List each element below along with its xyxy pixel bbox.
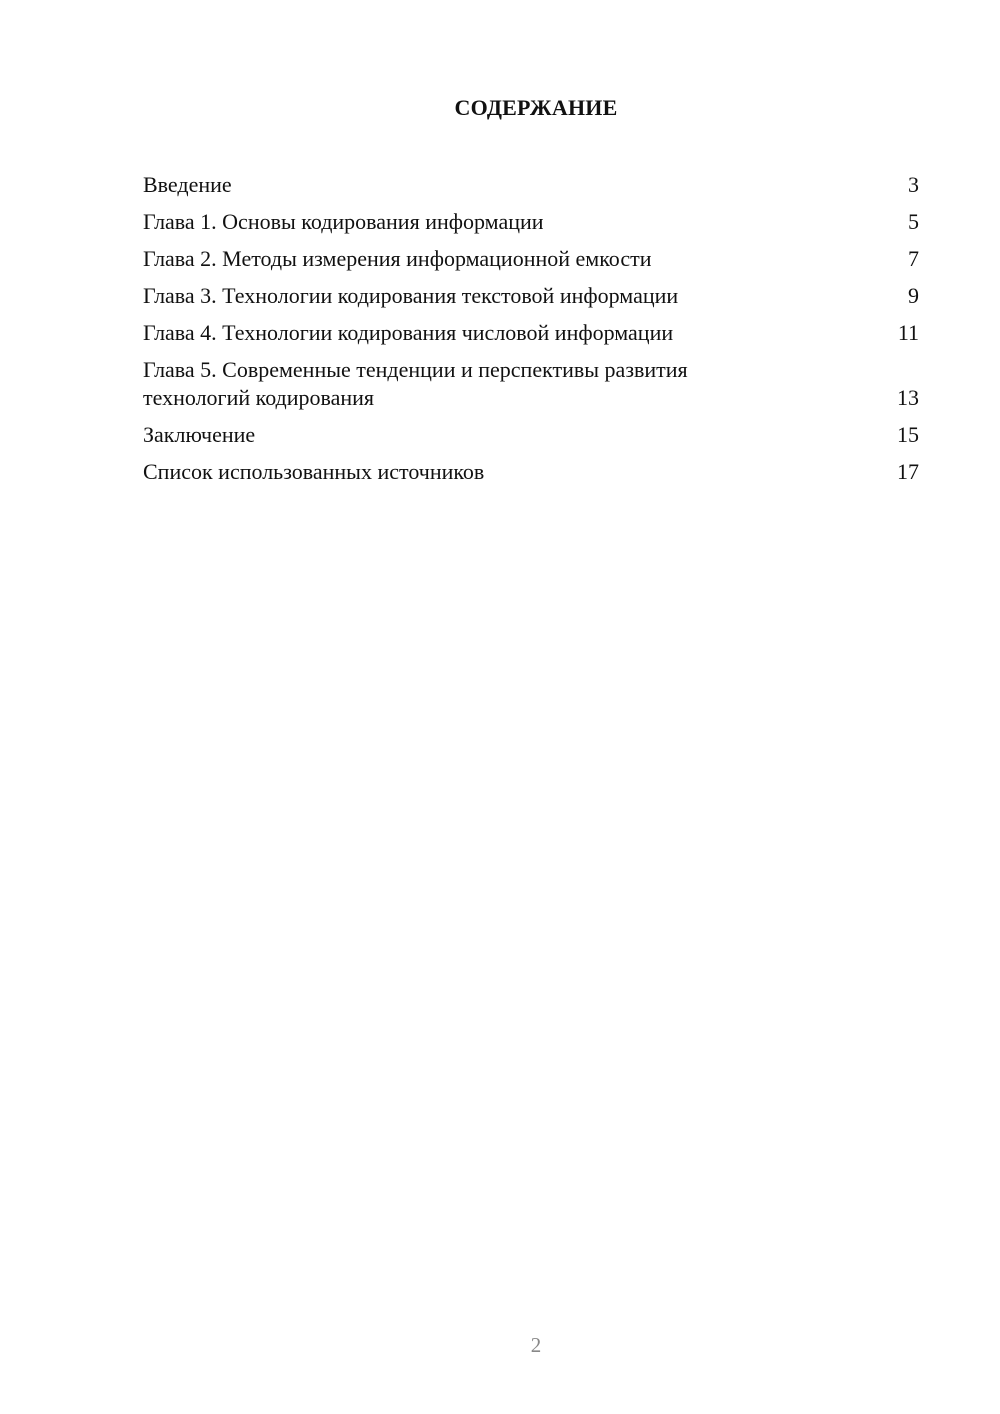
toc-entry-chapter-3[interactable] bbox=[143, 282, 919, 310]
toc-entry-introduction[interactable] bbox=[143, 171, 919, 199]
toc-entry-page: 13 bbox=[897, 385, 919, 410]
toc-entry-page: 3 bbox=[908, 172, 919, 197]
toc-entry-page: 11 bbox=[897, 320, 919, 345]
toc-entry-title: Глава 3. Технологии кодирования текстовой информации bbox=[143, 283, 679, 308]
page-title: СОДЕРЖАНИЕ bbox=[454, 95, 618, 120]
toc-entry-title: Список использованных источников bbox=[143, 459, 485, 484]
toc-entry-page: 5 bbox=[908, 209, 919, 234]
toc-entry-references[interactable] bbox=[143, 458, 919, 486]
toc-entry-title: Глава 4. Технологии кодирования числовой информации bbox=[143, 320, 674, 345]
toc-entry-title: Введение bbox=[143, 172, 232, 197]
toc-entry-chapter-5[interactable] bbox=[143, 356, 919, 412]
toc-entry-chapter-2[interactable] bbox=[143, 245, 919, 273]
toc-entry-title: Глава 1. Основы кодирования информации bbox=[143, 209, 544, 234]
toc-entry-conclusion[interactable] bbox=[143, 421, 919, 449]
toc-entry-title: Глава 2. Методы измерения информационной емкости bbox=[143, 246, 652, 271]
toc-entry-page: 9 bbox=[908, 283, 919, 308]
toc-entry-title: Заключение bbox=[143, 422, 256, 447]
toc-entry-page: 17 bbox=[897, 459, 919, 484]
toc-entry-chapter-4[interactable] bbox=[143, 319, 919, 347]
page-number: 2 bbox=[530, 1333, 542, 1357]
toc-entry-chapter-1[interactable] bbox=[143, 208, 919, 236]
table-of-contents bbox=[143, 171, 919, 495]
toc-entry-title: Глава 5. Современные тенденции и перспективы развития технологий кодирования bbox=[143, 357, 688, 410]
toc-entry-page: 15 bbox=[897, 422, 919, 447]
toc-entry-page: 7 bbox=[908, 246, 919, 271]
